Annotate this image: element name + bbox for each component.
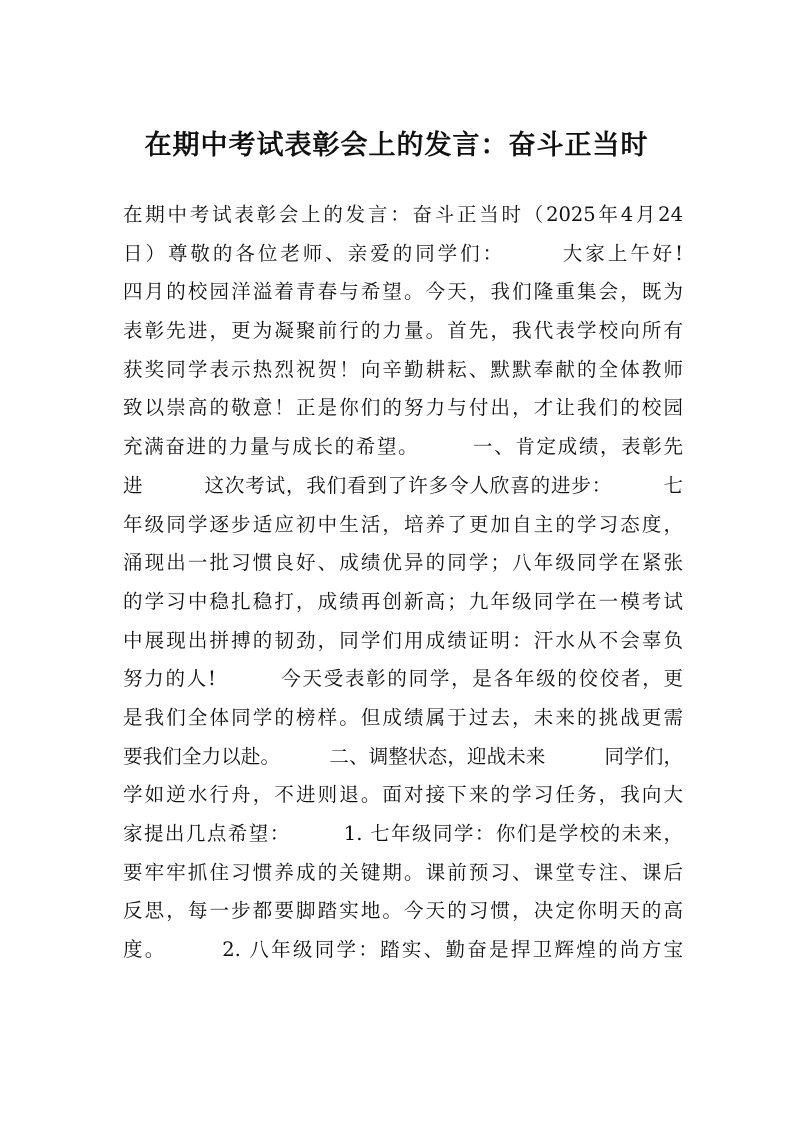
body-line: 获奖同学表示热烈祝贺！向辛勤耕耘、默默奉献的全体教师 [123, 357, 683, 381]
body-line: 致以崇高的敬意！正是你们的努力与付出，才让我们的校园 [123, 396, 683, 420]
document-title: 在期中考试表彰会上的发言：奋斗正当时 [144, 130, 649, 161]
body-line: 表彰先进，更为凝聚前行的力量。首先，我代表学校向所有 [123, 319, 683, 343]
body-line: 学如逆水行舟，不进则退。面对接下来的学习任务，我向大 [123, 783, 683, 807]
body-line: 涌现出一批习惯良好、成绩优异的同学；八年级同学在紧张 [123, 551, 683, 575]
body-line: 努力的人! 今天受表彰的同学，是各年级的佼佼者，更 [123, 667, 683, 691]
body-line: 四月的校园洋溢着青春与希望。今天，我们隆重集会，既为 [123, 280, 683, 304]
body-line: 要我们全力以赴。 二、调整状态，迎战未来 同学们， [123, 744, 683, 768]
body-line: 家提出几点希望： 1. 七年级同学：你们是学校的未来， [123, 822, 683, 845]
body-line: 反思，每一步都要脚踏实地。今天的习惯，决定你明天的高 [123, 899, 683, 923]
body-line: 度。 2. 八年级同学：踏实、勤奋是捍卫辉煌的尚方宝 [123, 938, 683, 962]
body-line: 年级同学逐步适应初中生活，培养了更加自主的学习态度， [123, 512, 683, 536]
body-line: 充满奋进的力量与成长的希望。 一、肯定成绩，表彰先 [123, 435, 683, 459]
document-body [123, 196, 683, 970]
body-line: 要牢牢抓住习惯养成的关键期。课前预习、课堂专注、课后 [123, 860, 683, 884]
body-line: 日）尊敬的各位老师、亲爱的同学们： 大家上午好! [123, 241, 683, 265]
body-line: 进 这次考试，我们看到了许多令人欣喜的进步： 七 [123, 473, 683, 497]
body-line: 中展现出拼搏的韧劲，同学们用成绩证明：汗水从不会辜负 [123, 628, 683, 652]
body-line: 是我们全体同学的榜样。但成绩属于过去，未来的挑战更需 [123, 705, 683, 729]
body-line: 的学习中稳扎稳打，成绩再创新高；九年级同学在一模考试 [123, 589, 683, 613]
body-line: 在期中考试表彰会上的发言：奋斗正当时（2025年4月24 [123, 203, 683, 226]
